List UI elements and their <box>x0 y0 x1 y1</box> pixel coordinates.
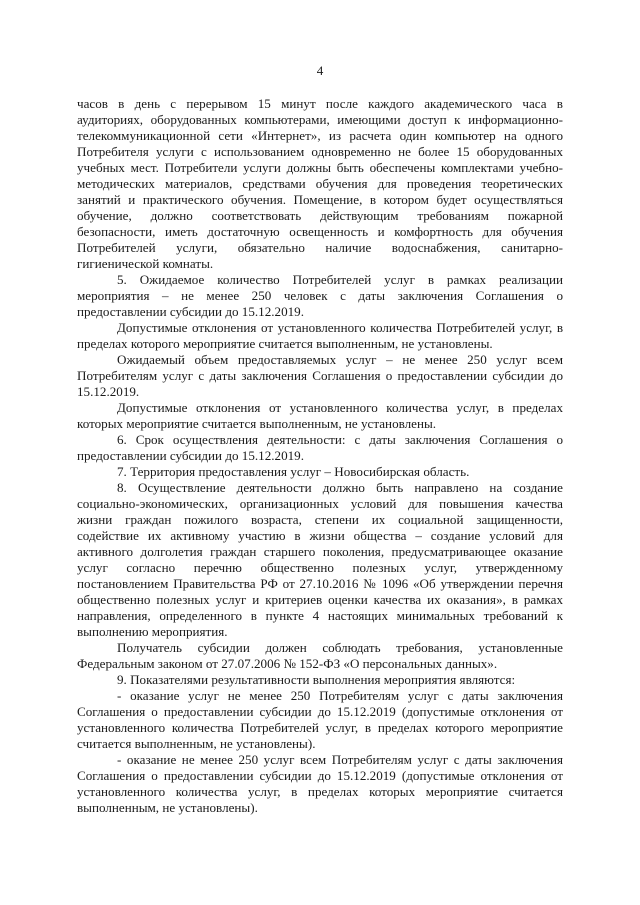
paragraph <box>77 320 563 352</box>
text-line: методических материалов, средствами обучения для проведения теоретических <box>77 176 563 191</box>
text-line: гигиенической комнаты. <box>77 256 214 271</box>
paragraph <box>77 464 563 480</box>
paragraph <box>77 480 563 640</box>
text-line: аудиториях, оборудованных компьютерами, имеющими доступ к информационно- <box>77 112 563 127</box>
text-line: Потребителей услуги, обязательно наличие водоснабжения, санитарно- <box>77 240 563 255</box>
text-line: обучение, должно соответствовать действующим требованиям пожарной <box>77 208 563 223</box>
paragraph <box>77 400 563 432</box>
text-line: установленного количества услуг, в пределах которых мероприятие считается <box>77 784 563 799</box>
text-line: жизни граждан пожилого возраста, степени их социальной защищенности, <box>77 512 563 527</box>
text-line: направления, определенного в пункте 4 настоящих минимальных требований к <box>77 608 563 623</box>
text-line: Федеральным законом от 27.07.2006 № 152-ФЗ «О персональных данных». <box>77 656 498 671</box>
text-line: Соглашения о предоставлении субсидии до 15.12.2019 (допустимые отклонения от <box>77 768 563 783</box>
text-line: - оказание услуг не менее 250 Потребителям услуг с даты заключения <box>117 688 563 703</box>
text-line: выполненным, не установлены). <box>77 800 258 815</box>
text-line: Допустимые отклонения от установленного количества Потребителей услуг, в <box>117 320 563 335</box>
text-line: 5. Ожидаемое количество Потребителей услуг в рамках реализации <box>117 272 563 287</box>
text-line: мероприятия – не менее 250 человек с даты заключения Соглашения о <box>77 288 563 303</box>
text-line: 7. Территория предоставления услуг – Новосибирская область. <box>117 464 470 479</box>
text-line: предоставлении субсидии до 15.12.2019. <box>77 448 305 463</box>
paragraph <box>77 640 563 672</box>
text-line: предоставлении субсидии до 15.12.2019. <box>77 304 305 319</box>
text-line: установленного количества Потребителей услуг, в пределах которого мероприятие <box>77 720 563 735</box>
text-line: которых мероприятие считается выполненным, не установлены. <box>77 416 437 431</box>
text-line: содействие их активному участию в жизни общества – создание условий для <box>77 528 563 543</box>
text-line: Получатель субсидии должен соблюдать требования, установленные <box>117 640 563 655</box>
paragraph <box>77 688 563 752</box>
document-body <box>77 96 563 816</box>
text-line: социально-экономических, организационных условий для повышения качества <box>77 496 563 511</box>
text-line: активного долголетия граждан старшего поколения, предусматривающее оказание <box>77 544 563 559</box>
paragraph <box>77 432 563 464</box>
text-line: общественно полезных услуг и критериев оценки качества их оказания», в рамках <box>77 592 563 607</box>
text-line: 8. Осуществление деятельности должно быть направлено на создание <box>117 480 563 495</box>
text-line: 15.12.2019. <box>77 384 140 399</box>
text-line: 6. Срок осуществления деятельности: с даты заключения Соглашения о <box>117 432 563 447</box>
text-line: Соглашения о предоставлении субсидии до 15.12.2019 (допустимые отклонения от <box>77 704 563 719</box>
text-line: постановлением Правительства РФ от 27.10.2016 № 1096 «Об утверждении перечня <box>77 576 563 591</box>
text-line: Потребителям услуг с даты заключения Соглашения о предоставлении субсидии до <box>77 368 563 383</box>
paragraph <box>77 96 563 272</box>
paragraph <box>77 352 563 400</box>
paragraph <box>77 752 563 816</box>
paragraph <box>77 272 563 320</box>
text-line: считается выполненным, не установлены). <box>77 736 316 751</box>
text-line: учебных мест. Потребители услуги должны быть обеспечены комплектами учебно- <box>77 160 563 175</box>
paragraph <box>77 672 563 688</box>
text-line: Потребителя услуги с использованием одновременно не более 15 оборудованных <box>77 144 563 159</box>
text-line: 9. Показателями результативности выполнения мероприятия являются: <box>117 672 516 687</box>
text-line: безопасности, иметь достаточную освещенность и комфортность для обучения <box>77 224 563 239</box>
page-number: 4 <box>316 63 324 78</box>
text-line: Ожидаемый объем предоставляемых услуг – не менее 250 услуг всем <box>117 352 563 367</box>
text-line: часов в день с перерывом 15 минут после каждого академического часа в <box>77 96 563 111</box>
text-line: выполнению мероприятия. <box>77 624 228 639</box>
text-line: услуг согласно перечню общественно полезных услуг, утвержденному <box>77 560 563 575</box>
text-line: телекоммуникационной сети «Интернет», из расчета один компьютер на одного <box>77 128 563 143</box>
text-line: - оказание не менее 250 услуг всем Потребителям услуг с даты заключения <box>117 752 563 767</box>
text-line: занятий и практического обучения. Помещение, в котором будет осуществляться <box>77 192 563 207</box>
text-line: пределах которого мероприятие считается выполненным, не установлены. <box>77 336 493 351</box>
text-line: Допустимые отклонения от установленного количества услуг, в пределах <box>117 400 563 415</box>
